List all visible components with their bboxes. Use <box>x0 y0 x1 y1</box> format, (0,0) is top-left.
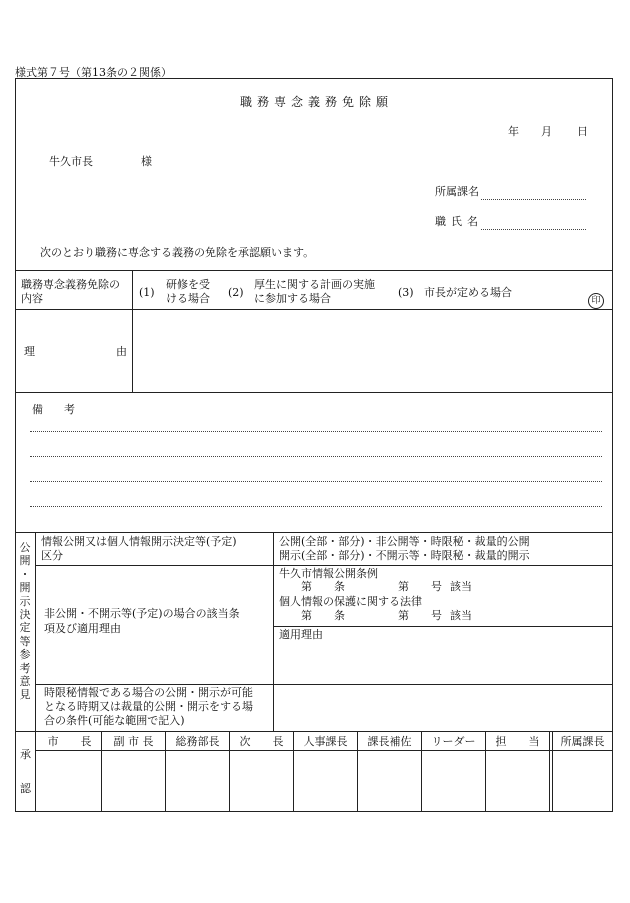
reason-label-left: 理 <box>24 345 35 358</box>
exemption-label-line2: 内容 <box>21 292 43 305</box>
role-general-affairs-director: 総務部長 <box>175 735 220 748</box>
disclosure-category-label-line1: 情報公開又は個人情報開示決定等(予定) <box>41 535 237 548</box>
article2-dai: 第 <box>301 609 312 622</box>
addressee-honorific: 様 <box>141 155 152 168</box>
article1-jo: 条 <box>334 580 345 593</box>
role-mayor: 市 長 <box>47 735 92 748</box>
addressee-name: 牛久市長 <box>49 155 93 168</box>
article2-gaito: 該当 <box>450 609 472 622</box>
seal-mark: 印 <box>588 293 604 309</box>
option2-line2: に参加する場合 <box>254 292 331 305</box>
applied-reason-field[interactable] <box>274 643 611 683</box>
option3-number[interactable]: (3) <box>398 286 414 299</box>
form-code: 様式第７号（第13条の２関係） <box>15 66 172 79</box>
article2-jo: 条 <box>334 609 345 622</box>
date-day[interactable]: 日 <box>577 125 588 138</box>
option2-number[interactable]: (2) <box>228 286 244 299</box>
time-limited-label-line1: 時限秘情報である場合の公開・開示が可能 <box>44 686 253 699</box>
disclosure-side-label: 公 開 ・ 開 示 決 定 等 参 考 意 見 <box>19 541 31 702</box>
role-deputy-mayor: 副 市 長 <box>113 735 154 748</box>
form-title: 職務専念義務免除願 <box>240 95 394 109</box>
application-form <box>15 78 613 812</box>
article2-go: 号 <box>431 609 442 622</box>
role-leader: リーダー <box>431 735 476 748</box>
reason-field[interactable] <box>133 310 611 391</box>
approval-side-top: 承 <box>20 748 31 761</box>
option3-text: 市長が定める場合 <box>424 286 512 299</box>
approval-stamp-box[interactable] <box>36 751 100 811</box>
nondisclosure-label-line2: 項及び適用理由 <box>44 622 121 635</box>
remarks-line[interactable] <box>30 481 602 482</box>
article1-go: 号 <box>431 580 442 593</box>
department-label: 所属課名 <box>435 185 479 198</box>
name-label: 職氏名 <box>435 215 483 228</box>
article1-gaito: 該当 <box>450 580 472 593</box>
article2-dai2: 第 <box>398 609 409 622</box>
time-limited-label-line2: となる時期又は裁量的公開・開示をする場 <box>44 700 253 713</box>
role-personnel-manager: 人事課長 <box>303 735 348 748</box>
option1-number[interactable]: (1) <box>139 286 155 299</box>
remarks-line[interactable] <box>30 431 602 432</box>
disclosure-category-value-line2[interactable]: 開示(全部・部分)・不開示等・時限秘・裁量的開示 <box>279 549 530 562</box>
approval-stamp-box[interactable] <box>294 751 357 811</box>
approval-stamp-box[interactable] <box>166 751 229 811</box>
approval-stamp-box[interactable] <box>422 751 485 811</box>
remarks-line[interactable] <box>30 456 602 457</box>
option1-line1: 研修を受 <box>166 278 210 291</box>
reason-label-right: 由 <box>116 345 127 358</box>
nondisclosure-label-line1: 非公開・不開示等(予定)の場合の該当条 <box>44 607 240 620</box>
article1-dai2: 第 <box>398 580 409 593</box>
exemption-label-line1: 職務専念義務免除の <box>21 278 120 291</box>
approval-stamp-box[interactable] <box>553 751 611 811</box>
date-year[interactable]: 年 <box>508 125 519 138</box>
request-text: 次のとおり職務に専念する義務の免除を承認願います。 <box>40 246 315 259</box>
approval-stamp-box[interactable] <box>102 751 165 811</box>
remarks-line[interactable] <box>30 506 602 507</box>
law-name: 個人情報の保護に関する法律 <box>279 595 422 608</box>
role-staff: 担 当 <box>495 735 540 748</box>
time-limited-label-line3: 合の条件(可能な範囲で記入) <box>44 714 185 727</box>
department-field[interactable] <box>481 199 586 200</box>
time-limited-field[interactable] <box>274 685 611 730</box>
date-month[interactable]: 月 <box>541 125 552 138</box>
approval-stamp-box[interactable] <box>358 751 421 811</box>
role-assistant-manager: 課長補佐 <box>367 735 412 748</box>
disclosure-category-value-line1[interactable]: 公開(全部・部分)・非公開等・時限秘・裁量的公開 <box>279 535 530 548</box>
option2-line1: 厚生に関する計画の実施 <box>254 278 375 291</box>
role-section-manager: 所属課長 <box>560 735 605 748</box>
option1-line2: ける場合 <box>166 292 210 305</box>
remarks-label: 備 考 <box>32 403 80 416</box>
applied-reason-label: 適用理由 <box>279 628 323 641</box>
role-deputy-director: 次 長 <box>239 735 284 748</box>
approval-stamp-box[interactable] <box>486 751 549 811</box>
approval-side-bottom: 認 <box>20 782 31 795</box>
approval-stamp-box[interactable] <box>230 751 293 811</box>
disclosure-category-label-line2: 区分 <box>41 549 63 562</box>
article1-dai: 第 <box>301 580 312 593</box>
name-field[interactable] <box>481 229 586 230</box>
ordinance-name: 牛久市情報公開条例 <box>279 567 378 580</box>
